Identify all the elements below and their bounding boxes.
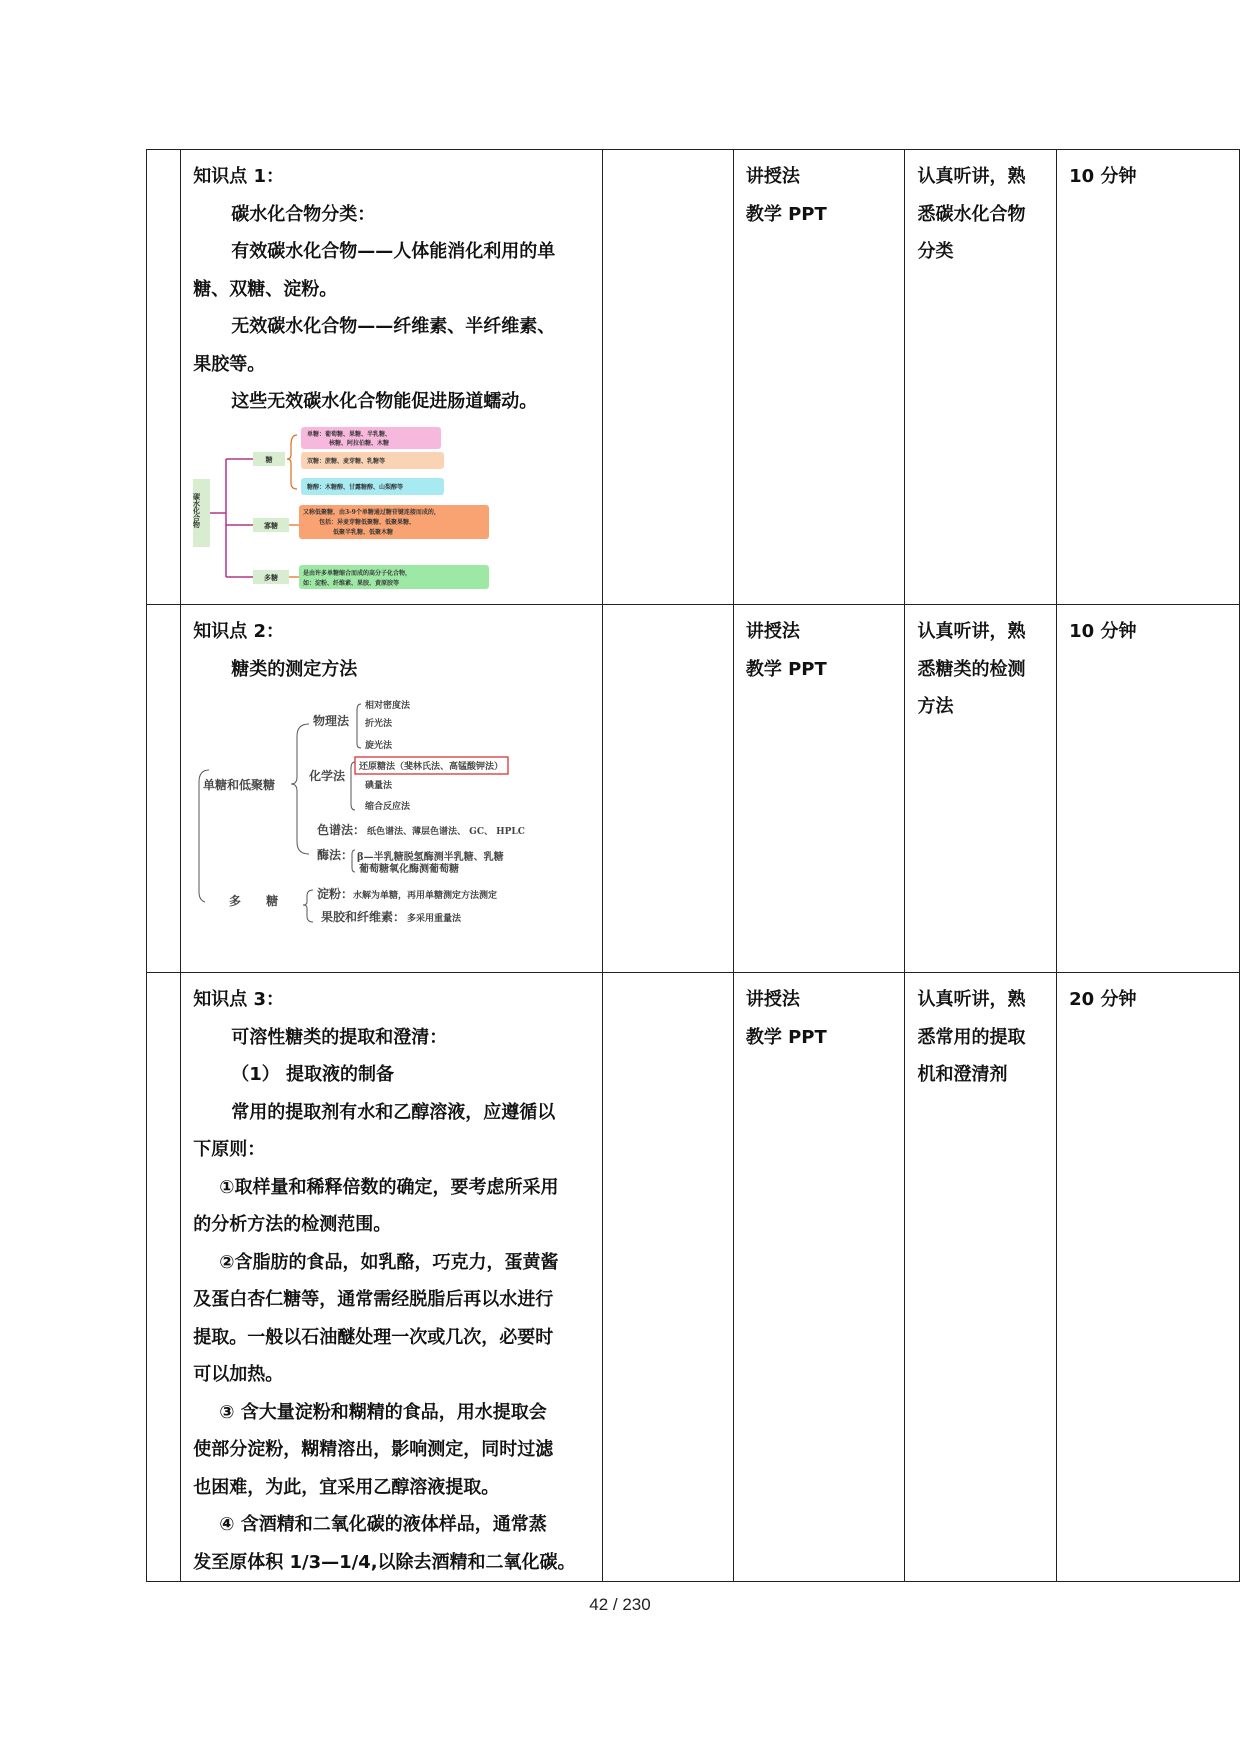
text-line: 糖、双糖、淀粉。: [193, 278, 338, 300]
time-cell: 10 分钟: [1057, 605, 1240, 973]
box-text: 包括：异麦芽糖低聚糖、低聚果糖、: [319, 518, 416, 526]
knowledge-point-title: 知识点 1：: [193, 166, 284, 187]
text-line: 可溶性糖类的提取和澄清：: [231, 1026, 448, 1048]
branch-label: 多糖: [264, 572, 279, 582]
text-line: 可以加热。: [193, 1364, 284, 1385]
method-item: 缩合反应法: [365, 802, 411, 812]
activity-line: 认真听讲，熟: [917, 621, 1026, 642]
method-item: 多采用重量法: [407, 914, 462, 924]
time-cell: 20 分钟: [1057, 973, 1240, 1582]
root-label: 单糖和低聚糖: [203, 778, 276, 792]
method-line: 教学 PPT: [745, 203, 827, 225]
box-text: 低聚半乳糖、低聚木糖: [333, 528, 394, 536]
text-line: 碳水化合物分类：: [231, 203, 376, 225]
text-line: 下原则：: [193, 1139, 266, 1160]
table-row: [147, 150, 1240, 605]
branch-label: 色谱法：: [317, 823, 366, 837]
knowledge-point-title: 知识点 3：: [193, 989, 284, 1010]
method-item: 相对密度法: [365, 701, 411, 711]
text-line: 这些无效碳水化合物能促进肠道蠕动。: [231, 391, 538, 412]
activity-line: 分类: [917, 241, 954, 262]
method-cell: [733, 150, 905, 605]
activity-line: 方法: [917, 696, 954, 717]
content-cell: [181, 150, 603, 605]
method-cell: [733, 973, 905, 1582]
text-line: 使部分淀粉，糊精溶出，影响测定，同时过滤: [193, 1439, 554, 1460]
box-text: 核糖、阿拉伯糖、木糖: [329, 439, 390, 447]
root-label: 碳水化合物: [193, 492, 202, 528]
box-text: 又称低聚糖，由3-9个单糖通过糖苷键连接而成的，: [303, 508, 441, 516]
text-line: 发至原体积 1/3—1/4,以除去酒精和二氧化碳。: [193, 1551, 576, 1573]
branch-label: 寡糖: [264, 520, 279, 530]
lesson-plan-table: [146, 149, 1240, 1582]
text-line: 的分析方法的检测范围。: [193, 1214, 392, 1235]
text-line: ④ 含酒精和二氧化碳的液体样品，通常蒸: [219, 1514, 547, 1535]
empty-cell: [603, 605, 734, 973]
carbohydrate-classification-diagram: [193, 427, 523, 595]
box-text: 糖醇：木糖醇、甘露糖醇、山梨醇等: [307, 483, 404, 491]
box-text: 是由许多单糖缩合而成的高分子化合物，: [303, 569, 412, 577]
method-item: 还原糖法（斐林氏法、高锰酸钾法）: [359, 762, 504, 772]
text-line: ②含脂肪的食品，如乳酪，巧克力，蛋黄酱: [219, 1251, 559, 1273]
method-line: 讲授法: [745, 989, 800, 1010]
branch-label: 果胶和纤维素：: [321, 910, 406, 924]
method-item: 纸色谱法、薄层色谱法、 GC、 HPLC: [367, 827, 526, 837]
method-item: 旋光法: [365, 741, 393, 751]
activity-cell: [905, 605, 1057, 973]
text-line: ①取样量和稀释倍数的确定，要考虑所采用: [219, 1176, 559, 1198]
method-line: 讲授法: [745, 166, 800, 187]
text-line: 糖类的测定方法: [231, 658, 358, 680]
box-text: 如：淀粉、纤维素、果胶、黄原胶等: [303, 579, 400, 587]
activity-line: 悉碳水化合物: [917, 203, 1026, 225]
activity-cell: [905, 150, 1057, 605]
branch-label: 淀粉：: [317, 887, 354, 901]
method-item: 折光法: [365, 719, 393, 729]
text-line: 提取。一般以石油醚处理一次或几次，必要时: [193, 1326, 554, 1348]
branch-label: 物理法: [313, 714, 350, 728]
side-column-cell: [147, 973, 181, 1582]
activity-cell: [905, 973, 1057, 1582]
text-line: 无效碳水化合物——纤维素、半纤维素、: [231, 316, 556, 337]
method-line: 讲授法: [745, 621, 800, 642]
activity-line: 悉糖类的检测: [917, 658, 1026, 680]
page-number: 42 / 230: [589, 1595, 651, 1614]
box-text: 单糖：葡萄糖、果糖、半乳糖、: [307, 430, 392, 438]
knowledge-point-title: 知识点 2：: [193, 621, 284, 642]
content-cell: [181, 973, 603, 1582]
method-item: 碘量法: [365, 781, 393, 791]
time-cell: 10 分钟: [1057, 150, 1240, 605]
empty-cell: [603, 150, 734, 605]
side-column-cell: [147, 605, 181, 973]
side-column-cell: [147, 150, 181, 605]
method-line: 教学 PPT: [745, 1026, 827, 1048]
table-row: [147, 605, 1240, 973]
sugar-measurement-methods-diagram: [193, 692, 553, 932]
branch-label: 多 糖: [229, 894, 279, 908]
activity-line: 认真听讲，熟: [917, 989, 1026, 1010]
text-line: 也困难，为此，宜采用乙醇溶液提取。: [193, 1476, 500, 1498]
text-line: 果胶等。: [193, 353, 266, 375]
box-text: 双糖：蔗糖、麦芽糖、乳糖等: [307, 457, 386, 465]
activity-line: 悉常用的提取: [917, 1026, 1026, 1048]
content-cell: [181, 605, 603, 973]
branch-label: 化学法: [309, 769, 346, 783]
empty-cell: [603, 973, 734, 1582]
text-line: （1） 提取液的制备: [231, 1064, 394, 1085]
method-line: 教学 PPT: [745, 658, 827, 680]
method-item: 水解为单糖，再用单糖测定方法测定: [353, 891, 498, 901]
text-line: 及蛋白杏仁糖等，通常需经脱脂后再以水进行: [193, 1289, 554, 1310]
branch-label: 糖: [265, 454, 273, 464]
method-cell: [733, 605, 905, 973]
method-item: β—半乳糖脱氢酶测半乳糖、乳糖: [357, 852, 504, 863]
activity-line: 机和澄清剂: [917, 1064, 1008, 1085]
branch-label: 酶法：: [317, 848, 354, 862]
activity-line: 认真听讲，熟: [917, 166, 1026, 187]
table-row: [147, 973, 1240, 1582]
text-line: 常用的提取剂有水和乙醇溶液，应遵循以: [231, 1101, 556, 1123]
method-item: 葡萄糖氧化酶测葡萄糖: [359, 864, 460, 875]
text-line: 有效碳水化合物——人体能消化利用的单: [231, 241, 556, 262]
text-line: ③ 含大量淀粉和糊精的食品，用水提取会: [219, 1401, 547, 1423]
